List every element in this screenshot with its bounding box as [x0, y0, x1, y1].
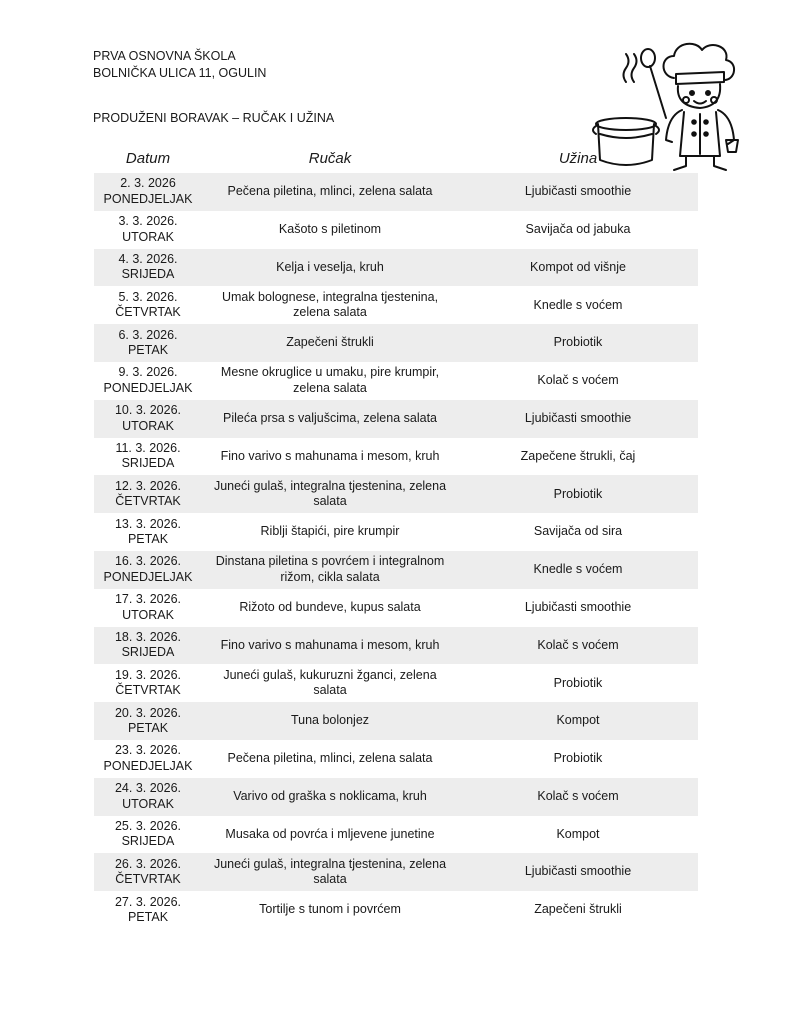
- snack-cell: Kolač s voćem: [458, 627, 698, 665]
- date-text: 12. 3. 2026.: [114, 478, 182, 493]
- table-row: [94, 627, 698, 665]
- day-text: PETAK: [127, 343, 169, 358]
- date-cell: [94, 211, 202, 249]
- snack-cell: Probiotik: [553, 675, 603, 690]
- date-cell: [94, 891, 202, 929]
- date-text: 5. 3. 2026.: [118, 289, 178, 304]
- school-address: BOLNIČKA ULICA 11, OGULIN: [93, 66, 267, 80]
- snack-cell: Kolač s voćem: [458, 778, 698, 816]
- snack-cell: Knedle s voćem: [533, 297, 623, 312]
- menu-body: [94, 173, 698, 929]
- snack-cell: Ljubičasti smoothie: [524, 599, 632, 614]
- day-text: ČETVRTAK: [115, 494, 181, 509]
- day-text: ČETVRTAK: [115, 683, 181, 698]
- date-text: 23. 3. 2026.: [114, 743, 182, 758]
- snack-cell: Ljubičasti smoothie: [458, 173, 698, 211]
- date-cell: [94, 664, 202, 702]
- lunch-cell: Pečena piletina, mlinci, zelena salata: [202, 173, 458, 211]
- lunch-cell: Fino varivo s mahunama i mesom, kruh: [202, 627, 458, 665]
- table-row: [94, 286, 698, 324]
- date-cell: [94, 816, 202, 854]
- table-row: [94, 702, 698, 740]
- header-lunch: Ručak: [308, 150, 352, 167]
- lunch-cell: Pileća prsa s valjušcima, zelena salata: [202, 400, 458, 438]
- date-cell: [94, 551, 202, 589]
- lunch-cell: Tortilje s tunom i povrćem: [259, 902, 401, 917]
- snack-cell: Kompot od višnje: [458, 249, 698, 287]
- date-text: 20. 3. 2026.: [114, 705, 182, 720]
- snack-cell: Knedle s voćem: [458, 551, 698, 589]
- day-text: ČETVRTAK: [115, 872, 181, 887]
- date-cell: [94, 853, 202, 891]
- day-text: SRIJEDA: [121, 834, 175, 849]
- snack-cell: Probiotik: [458, 324, 698, 362]
- table-row: [94, 589, 698, 627]
- snack-cell: Kolač s voćem: [537, 373, 619, 388]
- header-snack: Užina: [558, 150, 598, 167]
- date-text: 4. 3. 2026.: [118, 251, 178, 266]
- day-text: PONEDJELJAK: [103, 758, 193, 773]
- date-text: 6. 3. 2026.: [118, 327, 178, 342]
- date-cell: [94, 324, 202, 362]
- date-text: 18. 3. 2026.: [114, 629, 182, 644]
- lunch-cell: Mesne okruglice u umaku, pire krumpir, zelena salata: [220, 365, 440, 395]
- lunch-cell: Juneći gulaš, integralna tjestenina, zelena salata: [202, 475, 458, 513]
- date-text: 16. 3. 2026.: [114, 554, 182, 569]
- date-text: 25. 3. 2026.: [114, 818, 182, 833]
- date-cell: [94, 286, 202, 324]
- lunch-cell: Zapečeni štrukli: [202, 324, 458, 362]
- lunch-cell: Musaka od povrća i mljevene junetine: [225, 826, 435, 841]
- document-subtitle: PRODUŽENI BORAVAK – RUČAK I UŽINA: [93, 111, 335, 125]
- table-row: [94, 249, 698, 287]
- day-text: PONEDJELJAK: [103, 569, 193, 584]
- table-row: [94, 173, 698, 211]
- day-text: UTORAK: [122, 229, 174, 244]
- lunch-cell: Dinstana piletina s povrćem i integralnom rižom, cikla salata: [202, 551, 458, 589]
- table-row: [94, 816, 698, 854]
- lunch-cell: Kelja i veselja, kruh: [202, 249, 458, 287]
- date-cell: [94, 400, 202, 438]
- lunch-cell: Juneći gulaš, integralna tjestenina, zelena salata: [202, 853, 458, 891]
- table-header-row: [94, 144, 698, 173]
- date-cell: [94, 438, 202, 476]
- table-row: [94, 778, 698, 816]
- table-row: [94, 853, 698, 891]
- table-row: [94, 438, 698, 476]
- day-text: UTORAK: [122, 796, 174, 811]
- school-header: [93, 48, 266, 82]
- date-text: 10. 3. 2026.: [114, 403, 182, 418]
- lunch-cell: Juneći gulaš, kukuruzni žganci, zelena salata: [223, 667, 437, 698]
- day-text: SRIJEDA: [121, 456, 175, 471]
- lunch-cell: Kašoto s piletinom: [278, 221, 382, 236]
- table-row: [94, 324, 698, 362]
- day-text: PETAK: [127, 532, 169, 547]
- date-cell: [94, 778, 202, 816]
- table-row: [94, 740, 698, 778]
- date-text: 27. 3. 2026.: [114, 894, 182, 909]
- date-text: 11. 3. 2026.: [115, 440, 181, 455]
- snack-cell: Savijača od sira: [533, 524, 623, 539]
- snack-cell: Probiotik: [553, 751, 603, 766]
- snack-cell: Kompot: [458, 702, 698, 740]
- snack-cell: Zapečeni štrukli: [534, 902, 622, 917]
- lunch-cell: Varivo od graška s noklicama, kruh: [202, 778, 458, 816]
- day-text: ČETVRTAK: [115, 305, 181, 320]
- snack-cell: Kompot: [556, 826, 600, 841]
- table-row: [94, 513, 698, 551]
- snack-cell: Probiotik: [458, 475, 698, 513]
- lunch-cell: Rižoto od bundeve, kupus salata: [239, 599, 421, 614]
- table-row: [94, 475, 698, 513]
- date-text: 24. 3. 2026.: [114, 781, 182, 796]
- date-cell: [94, 362, 202, 400]
- day-text: PONEDJELJAK: [103, 191, 193, 206]
- date-cell: [94, 475, 202, 513]
- date-text: 3. 3. 2026.: [118, 214, 178, 229]
- table-row: [94, 664, 698, 702]
- lunch-cell: Tuna bolonjez: [202, 702, 458, 740]
- day-text: SRIJEDA: [121, 645, 175, 660]
- table-row: [94, 362, 698, 400]
- menu-table: [94, 144, 698, 929]
- date-text: 26. 3. 2026.: [114, 856, 182, 871]
- snack-cell: Zapečene štrukli, čaj: [520, 448, 636, 463]
- day-text: PONEDJELJAK: [103, 380, 193, 395]
- header-date: Datum: [125, 150, 171, 167]
- date-cell: [94, 249, 202, 287]
- date-cell: [94, 740, 202, 778]
- table-row: [94, 551, 698, 589]
- date-cell: [94, 627, 202, 665]
- snack-cell: Ljubičasti smoothie: [458, 853, 698, 891]
- date-text: 19. 3. 2026.: [114, 667, 182, 682]
- day-text: UTORAK: [122, 607, 174, 622]
- lunch-cell: Fino varivo s mahunama i mesom, kruh: [220, 448, 440, 463]
- date-text: 13. 3. 2026.: [114, 516, 182, 531]
- day-text: SRIJEDA: [121, 267, 175, 282]
- lunch-cell: Riblji štapići, pire krumpir: [260, 524, 400, 539]
- day-text: UTORAK: [122, 418, 174, 433]
- table-row: [94, 400, 698, 438]
- day-text: PETAK: [127, 721, 169, 736]
- date-text: 9. 3. 2026.: [118, 365, 178, 380]
- date-text: 2. 3. 2026: [120, 176, 176, 191]
- date-cell: [94, 513, 202, 551]
- day-text: PETAK: [127, 910, 169, 925]
- date-cell: [94, 702, 202, 740]
- date-cell: [94, 589, 202, 627]
- table-row: [94, 891, 698, 929]
- snack-cell: Savijača od jabuka: [525, 221, 631, 236]
- table-row: [94, 211, 698, 249]
- date-cell: [94, 173, 202, 211]
- lunch-cell: Umak bolognese, integralna tjestenina, zelena salata: [221, 289, 439, 320]
- snack-cell: Ljubičasti smoothie: [458, 400, 698, 438]
- school-name: PRVA OSNOVNA ŠKOLA: [93, 49, 236, 63]
- date-text: 17. 3. 2026.: [114, 592, 182, 607]
- lunch-cell: Pečena piletina, mlinci, zelena salata: [227, 751, 433, 766]
